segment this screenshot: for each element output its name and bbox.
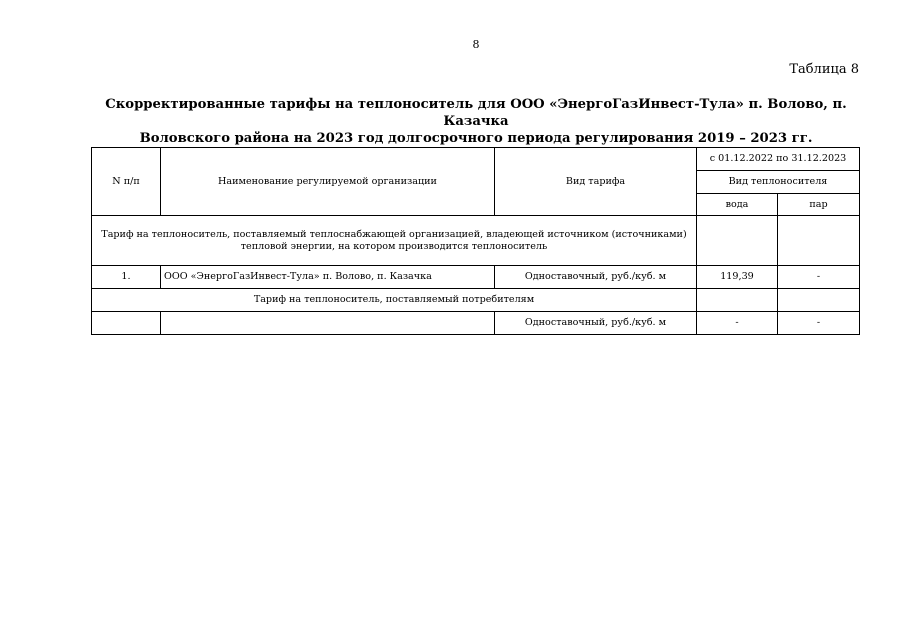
row-2-steam: -	[778, 312, 860, 335]
row-1-org: ООО «ЭнергоГазИнвест-Тула» п. Волово, п. Казачка	[161, 266, 495, 289]
header-num: N п/п	[92, 148, 161, 216]
header-period: с 01.12.2022 по 31.12.2023	[697, 148, 860, 171]
section-row-1	[92, 216, 860, 266]
table-label: Таблица 8	[789, 62, 859, 77]
row-2-org	[161, 312, 495, 335]
table-row	[92, 266, 860, 289]
document-title	[92, 96, 860, 147]
header-tariff-type: Вид тарифа	[495, 148, 697, 216]
row-2-num	[92, 312, 161, 335]
section-row-2	[92, 289, 860, 312]
table-header-row-1	[92, 148, 860, 171]
row-2-water: -	[697, 312, 778, 335]
title-line-2: Воловского района на 2023 год долгосрочного периода регулирования 2019 – 2023 гг.	[139, 131, 813, 146]
row-1-tariff-type: Одноставочный, руб./куб. м	[495, 266, 697, 289]
section-1-steam-empty	[778, 216, 860, 266]
tariff-table	[91, 147, 860, 335]
row-1-steam: -	[778, 266, 860, 289]
header-org: Наименование регулируемой организации	[161, 148, 495, 216]
row-1-water: 119,39	[697, 266, 778, 289]
header-steam: пар	[778, 194, 860, 216]
header-water: вода	[697, 194, 778, 216]
section-1-label: Тариф на теплоноситель, поставляемый теплоснабжающей организацией, владеющей источником (источниками) тепловой энергии, на котором производится теплоноситель	[92, 216, 697, 266]
section-2-water-empty	[697, 289, 778, 312]
page-number: 8	[472, 38, 480, 51]
row-1-num: 1.	[92, 266, 161, 289]
row-2-tariff-type: Одноставочный, руб./куб. м	[495, 312, 697, 335]
header-carrier-type: Вид теплоносителя	[697, 171, 860, 194]
table-row	[92, 312, 860, 335]
title-line-1: Скорректированные тарифы на теплоноситель для ООО «ЭнергоГазИнвест-Тула» п. Волово, п. Казачка	[105, 97, 847, 129]
section-2-steam-empty	[778, 289, 860, 312]
section-2-label: Тариф на теплоноситель, поставляемый потребителям	[92, 289, 697, 312]
section-1-water-empty	[697, 216, 778, 266]
